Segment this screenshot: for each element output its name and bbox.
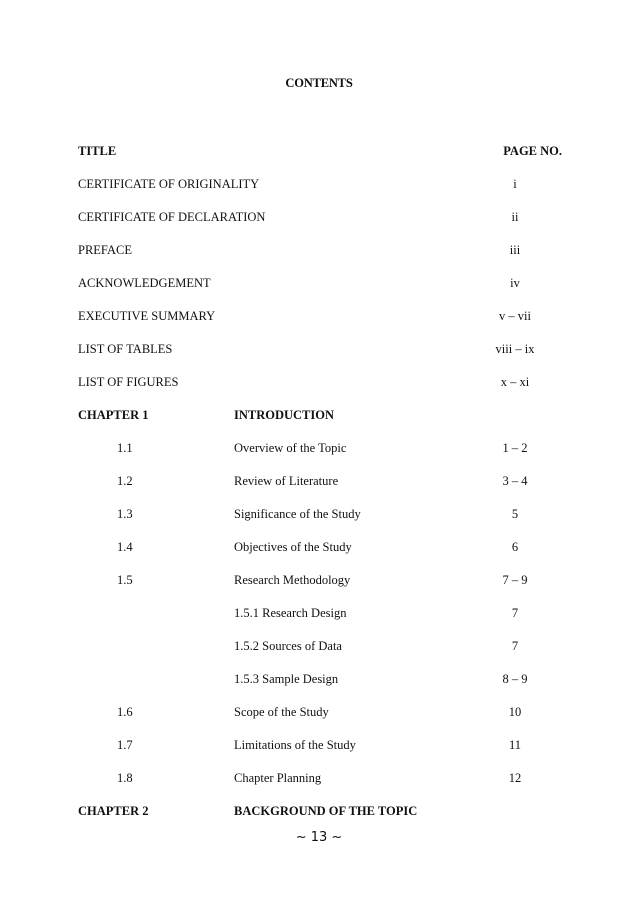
section-number: 1.7 (117, 738, 133, 752)
toc-entry-title: ACKNOWLEDGEMENT (78, 276, 211, 290)
chapter-row (0, 408, 638, 428)
section-page: 5 (511, 507, 519, 521)
toc-entry-title: EXECUTIVE SUMMARY (78, 309, 216, 323)
section-number: 1.3 (117, 507, 133, 521)
toc-entry-page: v – vii (499, 309, 531, 323)
toc-header-title: TITLE (78, 144, 117, 158)
toc-row (0, 606, 638, 626)
section-page: 12 (508, 771, 522, 785)
toc-entry-title: LIST OF FIGURES (78, 375, 179, 389)
chapter-label: CHAPTER 1 (78, 408, 149, 422)
toc-row (0, 474, 638, 494)
section-page: 6 (511, 540, 519, 554)
section-number: 1.6 (117, 705, 133, 719)
toc-row (0, 243, 638, 263)
section-title: Significance of the Study (234, 507, 361, 521)
page-title: CONTENTS (285, 76, 353, 90)
toc-row (0, 309, 638, 329)
toc-row (0, 540, 638, 560)
toc-entry-page: viii – ix (495, 342, 535, 356)
section-title: Chapter Planning (234, 771, 322, 785)
section-number: 1.2 (117, 474, 133, 488)
section-title: Scope of the Study (234, 705, 329, 719)
toc-entry-page: iii (509, 243, 521, 257)
section-page: 10 (508, 705, 522, 719)
toc-entry-title: CERTIFICATE OF ORIGINALITY (78, 177, 260, 191)
section-title: Research Methodology (234, 573, 351, 587)
toc-row (0, 177, 638, 197)
toc-row (0, 639, 638, 659)
page-number-footer: ~ 13 ~ (295, 830, 343, 845)
toc-row (0, 441, 638, 461)
section-number: 1.4 (117, 540, 133, 554)
subsection-title: 1.5.1 Research Design (234, 606, 347, 620)
section-page: 8 – 9 (502, 672, 528, 686)
chapter-row (0, 804, 638, 824)
toc-row (0, 672, 638, 692)
toc-entry-title: PREFACE (78, 243, 132, 257)
section-number: 1.8 (117, 771, 133, 785)
section-page: 1 – 2 (502, 441, 528, 455)
subsection-title: 1.5.3 Sample Design (234, 672, 339, 686)
section-title: Overview of the Topic (234, 441, 347, 455)
section-title: Limitations of the Study (234, 738, 356, 752)
toc-row (0, 210, 638, 230)
toc-entry-title: LIST OF TABLES (78, 342, 173, 356)
chapter-label: CHAPTER 2 (78, 804, 149, 818)
section-page: 3 – 4 (502, 474, 528, 488)
toc-entry-title: CERTIFICATE OF DECLARATION (78, 210, 266, 224)
section-page: 7 (511, 606, 519, 620)
toc-entry-page: x – xi (500, 375, 530, 389)
toc-row (0, 507, 638, 527)
section-title: Review of Literature (234, 474, 339, 488)
subsection-title: 1.5.2 Sources of Data (234, 639, 342, 653)
toc-row (0, 375, 638, 395)
toc-row (0, 276, 638, 296)
chapter-title: INTRODUCTION (234, 408, 335, 422)
toc-row (0, 342, 638, 362)
toc-entry-page: ii (511, 210, 519, 224)
toc-header-page: PAGE NO. (503, 144, 562, 158)
section-number: 1.5 (117, 573, 133, 587)
section-page: 7 – 9 (502, 573, 528, 587)
toc-entry-page: iv (510, 276, 520, 290)
toc-row (0, 738, 638, 758)
toc-entry-page: i (513, 177, 517, 191)
chapter-title: BACKGROUND OF THE TOPIC (234, 804, 418, 818)
toc-row (0, 573, 638, 593)
section-page: 11 (508, 738, 522, 752)
section-title: Objectives of the Study (234, 540, 352, 554)
toc-row (0, 705, 638, 725)
section-page: 7 (511, 639, 519, 653)
section-number: 1.1 (117, 441, 133, 455)
toc-header-row (0, 144, 638, 164)
toc-row (0, 771, 638, 791)
